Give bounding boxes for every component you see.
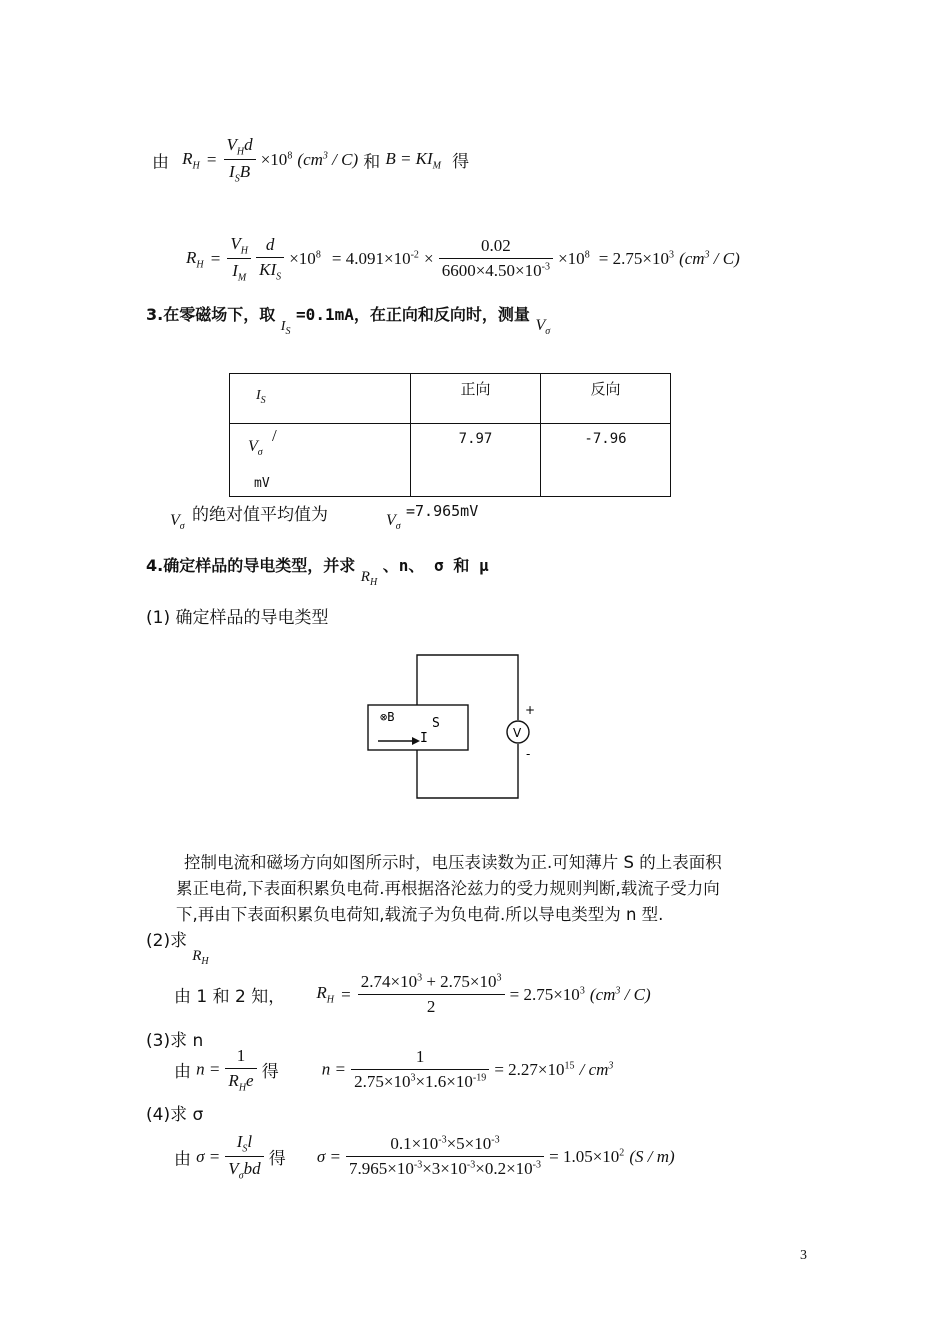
sub3-label: (3)求 n (146, 1031, 204, 1051)
avg-value: =7.965mV (406, 502, 479, 520)
formula1-num: V (226, 135, 237, 154)
sub4-f-den-tail: bd (243, 1159, 261, 1179)
sub4-formula-line (174, 1132, 675, 1188)
formula1-and: 和 (363, 152, 381, 173)
sub2-rh-sub: H (201, 956, 209, 967)
sub4-f-den: V (228, 1159, 239, 1179)
average-line (168, 500, 568, 540)
sub3-fraction2 (351, 1047, 489, 1092)
sub2-num: 2.74×10 (360, 972, 418, 991)
section3-heading (146, 302, 551, 338)
formula2-f1-den-sub: M (237, 272, 247, 284)
section4-rh-sub: H (369, 577, 378, 588)
sub4-result-exp: 2 (619, 1147, 625, 1159)
sub3-n-eq: n = (196, 1059, 221, 1079)
formula1-prefix: 由 (152, 152, 169, 173)
formula1-num-sub: H (236, 146, 245, 158)
circuit-s-label: S (432, 716, 440, 731)
table-row-sub: σ (257, 447, 263, 459)
circuit-b-label: ⊗B (380, 710, 395, 724)
table-header-sub: S (260, 394, 266, 406)
formula2-lhs: R (186, 247, 197, 267)
sub2-unit-open: (cm (589, 984, 616, 1004)
formula2-times2: × (424, 248, 434, 268)
formula2-exp3: 8 (584, 249, 590, 261)
formula2-unit-open: (cm (679, 248, 705, 268)
formula1-lhs: R (182, 148, 193, 168)
sub4-s2-eq: σ = (316, 1146, 341, 1166)
formula2-lhs-sub: H (196, 259, 204, 271)
avg-v2-sub: σ (395, 521, 401, 533)
paragraph-line: 累正电荷,下表面积累负电荷.再根据洛沦兹力的受力规则判断,载流子受力向 (176, 879, 720, 898)
avg-v2-symbol: V (386, 512, 396, 529)
table-header-reverse (541, 374, 671, 424)
formula2-value1: = 4.091×10 (331, 248, 411, 268)
current-arrow-head (412, 737, 420, 745)
sub3-f-den-tail: e (246, 1071, 254, 1090)
table-header-symbol: I (256, 388, 261, 403)
sub2-lhs: R (316, 983, 327, 1003)
sub4-s-eq: σ = (196, 1146, 221, 1166)
circuit-wire-bottom (417, 744, 518, 798)
formula2-f2-num: d (256, 235, 284, 258)
sub3-f-num: 1 (225, 1046, 256, 1069)
formula2-times3: ×10 (558, 248, 585, 268)
sub2-result-exp: 3 (579, 984, 585, 996)
sub2-num-exp2: 3 (496, 972, 502, 984)
sub3-f2-den-exp2: -19 (472, 1072, 487, 1084)
sub4-f2-num-mid: ×5×10 (446, 1134, 492, 1154)
table-row-v-cell (230, 424, 411, 497)
sub3-unit-exp: 3 (608, 1060, 614, 1072)
table-forward-value-cell (411, 424, 541, 497)
formula1-den: I (229, 162, 235, 182)
formula1-b-sub: M (432, 160, 442, 172)
table-row-slash: / (272, 426, 277, 445)
sub3-prefix: 由 (174, 1062, 191, 1083)
sub3-f2-den-exp1: 3 (410, 1072, 416, 1084)
sub3-n2-eq: n = (321, 1059, 347, 1079)
sub4-suffix: 得 (268, 1149, 286, 1170)
table-col-forward: 正向 (460, 380, 491, 398)
formula-rh-definition: 由 $R_H$ = $\frac{V_Hd}{I_SB}$ $\times 10^8$ $(cm^3 / C)$ 和 $B = KI_M$ 得 (152, 135, 470, 185)
sub2-den: 2 (426, 997, 436, 1016)
sub2-prefix: 由 1 和 2 知， (174, 987, 286, 1007)
sub2-num-plus: + 2.75×10 (422, 972, 497, 991)
sub3-f2-num: 1 (351, 1047, 489, 1070)
sub4-f-num-sub: S (242, 1143, 248, 1155)
sub2-formula-line: 由 1 和 2 知， $R_H$ = $\frac{2.74\times 10^3 + 2.75\times 10^3}{2}$ = $2.75\times 10^3$ $(cm^3 / C)$ (174, 972, 651, 1016)
sub2-unit-close: / C) (624, 984, 651, 1004)
table-reverse-value: -7.96 (584, 431, 627, 447)
formula1-lhs-sub: H (192, 160, 200, 172)
sub4-fraction (225, 1132, 263, 1182)
section3-is-sub: S (285, 325, 291, 337)
sub2-heading (146, 926, 209, 967)
sub3-f2-den-mid: ×1.6×10 (415, 1072, 473, 1092)
page-number: 3 (800, 1248, 807, 1263)
formula2-f1-num: V (230, 234, 241, 253)
table-row-unit: mV (254, 476, 270, 491)
sub3-fraction (225, 1046, 256, 1093)
formula1-exp: 8 (287, 150, 293, 162)
section4-tail: 、n、 σ 和 μ (382, 556, 489, 575)
sub2-unit-exp: 3 (615, 984, 621, 996)
sub3-f2-den: 2.75×10 (354, 1072, 411, 1092)
table-header-forward (411, 374, 541, 424)
sub4-label: (4)求 σ (146, 1105, 204, 1125)
sub4-f2-num-exp1: -3 (438, 1134, 447, 1146)
section3-title-mid: =0.1mA，在正向和反向时，测量 (296, 305, 530, 324)
sub4-f2-den-mid2: ×0.2×10 (475, 1159, 533, 1179)
paragraph-line: 控制电流和磁场方向如图所示时，电压表读数为正.可知薄片 S 的上表面积 (184, 853, 722, 872)
sub3-unit: / cm (579, 1059, 609, 1079)
section3-v-sub: σ (545, 326, 551, 338)
formula1-den-sub: S (234, 173, 240, 185)
table-col-reverse: 反向 (590, 380, 621, 398)
section4-heading (146, 553, 489, 588)
formula1-num-tail: d (244, 135, 253, 154)
sub3-result: = 2.27×10 (494, 1059, 565, 1079)
sub3-f-den: R (228, 1071, 239, 1090)
sub4-f2-den-exp3: -3 (532, 1159, 542, 1171)
sub2-fraction (358, 972, 505, 1017)
formula2-result: = 2.75×10 (598, 248, 669, 268)
formula2-f3-den: 6600×4.50×10 (441, 261, 542, 281)
sub4-f2-num: 0.1×10 (390, 1134, 439, 1154)
formula1-suffix: 得 (452, 152, 470, 173)
formula2-f3-num: 0.02 (439, 236, 553, 259)
paragraph-line: 下,再由下表面积累负电荷知,载流子为负电荷.所以导电类型为 n 型. (176, 905, 664, 924)
formula2-unit-close: / C) (713, 248, 740, 268)
avg-text: 的绝对值平均值为 (192, 505, 328, 525)
sub4-f2-den-mid1: ×3×10 (422, 1159, 467, 1179)
formula1-times: ×10 (260, 149, 288, 169)
formula1-unit-exp: 3 (322, 150, 328, 162)
formula2-fraction2 (256, 235, 284, 282)
formula1-unit-close: / C) (332, 149, 359, 169)
formula2-f2-den: KI (259, 260, 277, 280)
sub4-f2-den-exp2: -3 (466, 1159, 476, 1171)
sub4-prefix: 由 (174, 1149, 191, 1170)
table-row-symbol: V (248, 438, 258, 455)
formula2-fraction3 (439, 236, 553, 281)
formula1-b-eq: B = KI (385, 148, 433, 168)
avg-v-sub: σ (179, 521, 185, 533)
formula2-exp1: 8 (315, 249, 321, 261)
section3-v-symbol: V (535, 317, 546, 334)
sub1-label: (1) 确定样品的导电类型 (146, 608, 329, 628)
formula2-times1: ×10 (289, 248, 316, 268)
section4-rh-symbol: R (360, 569, 370, 585)
formula1-den-tail: B (239, 162, 251, 182)
table-header-is-cell (230, 374, 411, 424)
sub4-f2-den-exp1: -3 (413, 1159, 423, 1171)
sub2-lhs-sub: H (326, 994, 334, 1006)
sub2-label: (2)求 (146, 931, 188, 951)
formula1-unit-open: (cm (297, 149, 323, 169)
formula2-f3-den-exp: -3 (541, 261, 550, 273)
circuit-i-label: I (420, 731, 428, 746)
circuit-diagram (360, 650, 560, 802)
sub4-f2-num-exp2: -3 (491, 1134, 500, 1146)
table-reverse-value-cell (541, 424, 671, 497)
formula2-unit-exp: 3 (704, 249, 710, 261)
sub3-result-exp: 15 (564, 1060, 575, 1072)
formula2-f1-den: I (232, 261, 238, 281)
sub4-fraction2 (346, 1134, 544, 1179)
sub4-f-num-tail: l (247, 1132, 253, 1151)
sub3-suffix: 得 (261, 1062, 279, 1083)
section4-title: 4.确定样品的导电类型，并求 (146, 556, 356, 575)
sub4-unit: (S / m) (629, 1146, 675, 1166)
formula2-fraction1 (227, 234, 251, 284)
voltmeter-label: V (513, 726, 522, 740)
sub4-f-den-sub: σ (238, 1170, 244, 1182)
voltage-table (229, 373, 671, 497)
table-forward-value: 7.97 (458, 431, 493, 447)
formula-rh-computation: $R_H$ = $\frac{V_H}{I_M}$ $\frac{d}{KI_S}$ $\times 10^8 = 4.091\times 10^{-2}$ × $\frac{0.02}{6600\times 4.50\times 10^{-3}}$ $\times 10^8 = 2.75\times 10^3$ $(cm^3 / C)$ (186, 234, 740, 284)
sub2-result: = 2.75×10 (509, 984, 580, 1004)
section3-is-symbol: I (280, 319, 286, 334)
explanation-paragraph (176, 850, 722, 928)
sub2-rh-symbol: R (192, 948, 202, 964)
sub3-f-den-sub: H (238, 1082, 247, 1094)
sub4-f-num: I (236, 1132, 243, 1151)
section3-title: 3.在零磁场下，取 (146, 305, 276, 324)
sub3-formula-line (174, 1046, 613, 1100)
formula2-f1-num-sub: H (240, 245, 249, 257)
formula1-fraction (224, 135, 256, 185)
sub2-num-exp1: 3 (417, 972, 423, 984)
avg-v-symbol: V (170, 512, 180, 529)
sub4-result: = 1.05×10 (549, 1146, 620, 1166)
formula2-result-exp: 3 (668, 249, 674, 261)
circuit-plus-label: + (525, 703, 536, 717)
circuit-minus-label: - (526, 747, 531, 761)
sub4-f2-den: 7.965×10 (349, 1159, 414, 1179)
formula2-value1-exp: -2 (410, 249, 419, 261)
formula2-f2-den-sub: S (276, 271, 282, 283)
